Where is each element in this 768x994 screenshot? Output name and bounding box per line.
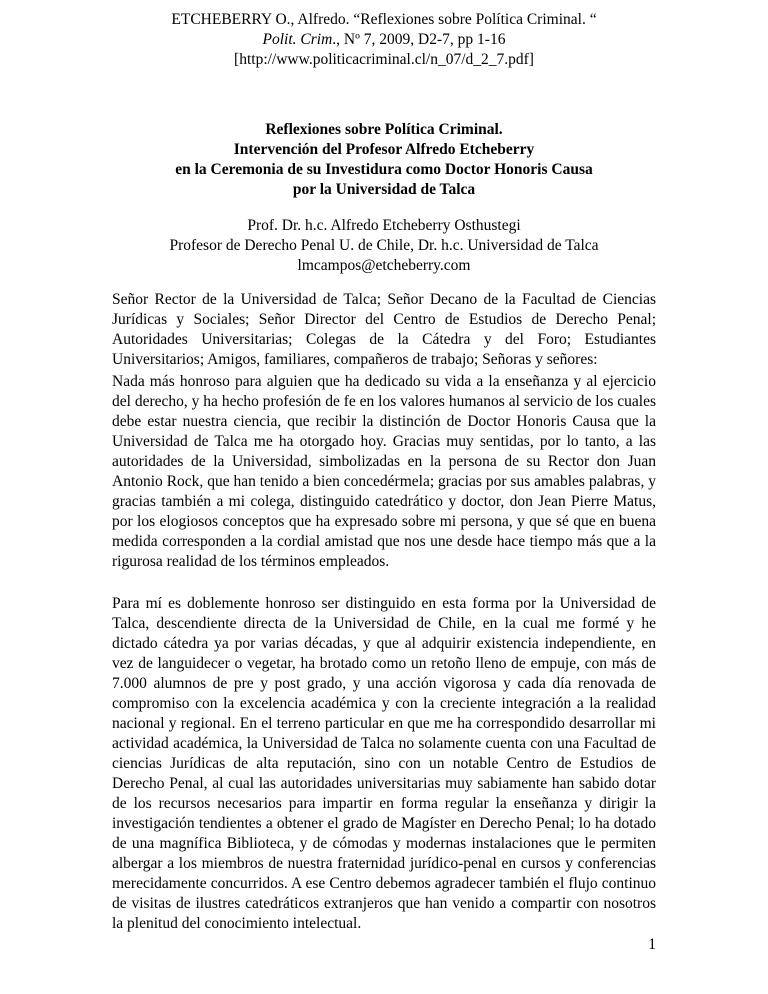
document-title bbox=[0, 120, 768, 200]
journal-name: Polit. Crim bbox=[262, 31, 333, 48]
author-affiliation: Profesor de Derecho Penal U. de Chile, Dr. h.c. Universidad de Talca bbox=[169, 237, 599, 254]
citation-header bbox=[0, 10, 768, 70]
citation-url[interactable]: [http://www.politicacriminal.cl/n_07/d_2_7.pdf] bbox=[234, 51, 534, 68]
paragraph-university: Para mí es doblemente honroso ser distinguido en esta forma por la Universidad de Talca, descendiente directa de la Universidad de Chile, en la cual me formé y he dictado cátedra ya por varias décadas, y que al adquirir existencia independiente, en vez de languidecer o vegetar, ha brotado como un retoño lleno de empuje, con más de 7.000 alumnos de pre y post grado, y una acción vigorosa y cada día renovada de compromiso con la excelencia académica y con la creciente integración a la realidad nacional y regional. En el terreno particular en que me ha correspondido desarrollar mi actividad académica, la Universidad de Talca no solamente cuenta con una Facultad de ciencias Jurídicas de alta reputación, sino con un notable Centro de Estudios de Derecho Penal, al cual las autoridades universitarias muy sabiamente han sabido dotar de los recursos necesarios para impartir en forma regular la enseñanza y dirigir la investigación tendientes a obtener el grado de Magíster en Derecho Penal; lo ha dotado de una magnífica Biblioteca, y de cómodas y modernas instalaciones que le permiten albergar a los miembros de nuestra fraternidad jurídico-penal en cursos y conferencias merecidamente concurridos. A ese Centro debemos agradecer también el flujo continuo de visitas de ilustres catedráticos extranjeros que han venido a compartir con nosotros la plenitud del conocimiento intelectual. bbox=[112, 595, 656, 932]
page-number: 1 bbox=[648, 936, 656, 953]
paragraph-salutation: Señor Rector de la Universidad de Talca; Señor Decano de la Facultad de Ciencias Jurídicas y Sociales; Señor Director del Centro de Estudios de Derecho Penal; Autoridades Universitarias; Colegas de la Cátedra y del Foro; Estudiantes Universitarios; Amigos, familiares, compañeros de trabajo; Señoras y señores: bbox=[112, 291, 656, 368]
citation-details: ., Nº 7, 2009, D2-7, pp 1-16 bbox=[332, 31, 506, 48]
citation-line-1: ETCHEBERRY O., Alfredo. “Reflexiones sobre Política Criminal. “ bbox=[171, 11, 597, 28]
title-line-3: en la Ceremonia de su Investidura como Doctor Honoris Causa bbox=[175, 161, 593, 178]
title-line-4: por la Universidad de Talca bbox=[292, 181, 476, 198]
citation-line-2 bbox=[0, 30, 768, 50]
paragraph-gratitude: Nada más honroso para alguien que ha dedicado su vida a la enseñanza y al ejercicio del derecho, y ha hecho profesión de fe en los valores humanos al servicio de los cuales debe estar nuestra ciencia, que recibir la distinción de Doctor Honoris Causa que la Universidad de Talca me ha otorgado hoy. Gracias muy sentidas, por lo tanto, a las autoridades de la Universidad, simbolizadas en la persona de su Rector don Juan Antonio Rock, que han tenido a bien concedérmela; gracias por sus amables palabras, y gracias también a mi colega, distinguido catedrático y doctor, don Jean Pierre Matus, por los elogiosos conceptos que ha expresado sobre mi persona, y que sé que en buena medida corresponden a la cordial amistad que nos une desde hace tiempo más que a la rigurosa realidad de los términos empleados. bbox=[112, 373, 656, 570]
title-line-1: Reflexiones sobre Política Criminal. bbox=[265, 121, 503, 138]
author-email[interactable]: lmcampos@etcheberry.com bbox=[297, 257, 471, 274]
title-line-2: Intervención del Profesor Alfredo Etcheberry bbox=[233, 141, 535, 158]
author-block bbox=[0, 216, 768, 276]
author-name: Prof. Dr. h.c. Alfredo Etcheberry Osthustegi bbox=[247, 217, 521, 234]
